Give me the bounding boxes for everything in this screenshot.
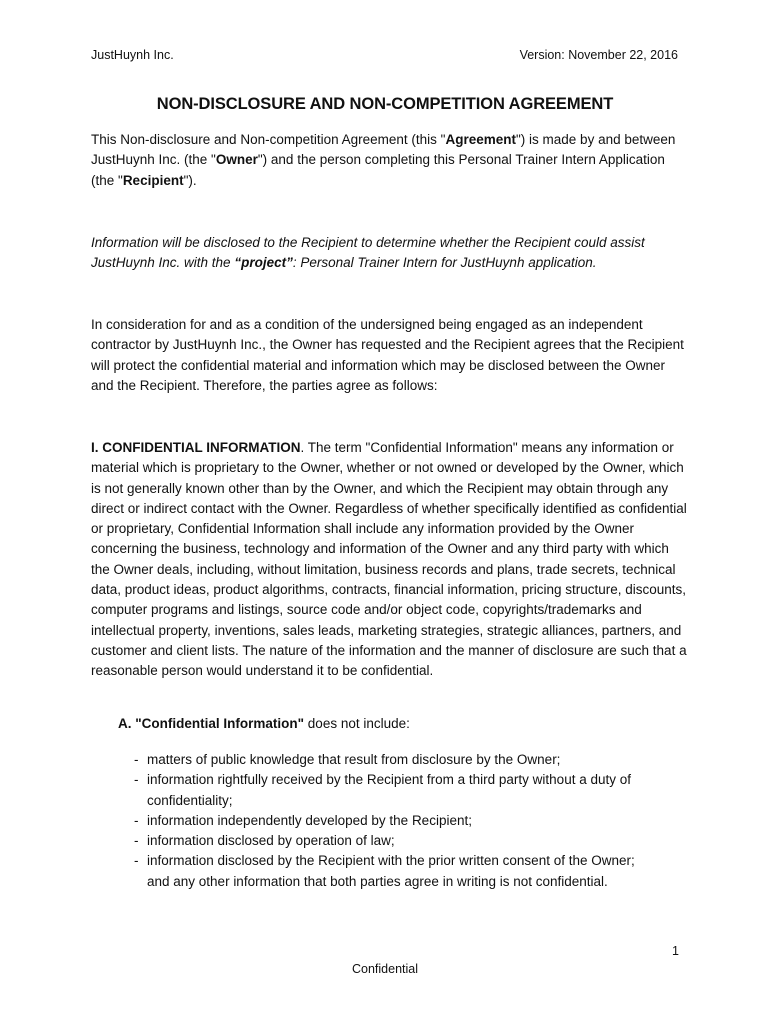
section-heading: I. CONFIDENTIAL INFORMATION [91,440,301,455]
dash-bullet: - [134,833,139,849]
list-item: - matters of public knowledge that result from disclosure by the Owner; [131,750,691,770]
info-text-1: Information will be disclosed to the Recipient to determine whether the Recipient could assist JustHuynh Inc. with the [91,235,645,271]
subsection-a-text: does not include: [304,716,410,731]
footer-confidential: Confidential [351,962,418,976]
header-version: Version: November 22, 2016 [519,48,678,62]
defined-term-owner: Owner [215,152,258,168]
intro-text-2: ") is made by and between JustHuynh Inc. (the " [91,132,676,168]
dash-bullet: - [134,812,139,828]
dash-bullet: - [134,853,139,869]
list-item: - information disclosed by the Recipient with the prior written consent of the Owner; [131,851,691,871]
intro-text-1: This Non-disclosure and Non-competition Agreement (this " [91,132,446,147]
document-title: NON-DISCLOSURE AND NON-COMPETITION AGREEMENT [156,95,614,113]
defined-term-agreement: Agreement [445,132,516,147]
consideration-paragraph: In consideration for and as a condition of the undersigned being engaged as an independent contractor by JustHuynh Inc., the Owner has requested and the Recipient agrees that the Recipient will protect the confidential material and information which may be disclosed between the Owner and the Recipient. Therefore, the parties agree as follows: [91,317,684,393]
info-text-2: : Personal Trainer Intern for JustHuynh application. [292,255,597,271]
intro-text-3: ") and the person completing this Personal Trainer Intern Application (the " [91,152,665,188]
dash-bullet: - [134,752,139,767]
project-term: “project” [234,255,293,271]
confidential-information-section [91,438,691,682]
exclusions-tail: and any other information that both parties agree in writing is not confidential. [147,873,608,889]
dash-bullet: - [134,772,139,788]
defined-term-recipient: Recipient [122,172,184,188]
page-number: 1 [672,944,679,958]
exclusions-list [131,750,691,892]
list-item: - information independently developed by the Recipient; [131,811,691,831]
intro-text-4: "). [183,172,197,188]
list-item: - information disclosed by operation of law; [131,831,691,851]
subsection-a-heading: A. "Confidential Information" [118,716,305,731]
subsection-a [118,714,678,734]
info-paragraph [91,233,691,274]
list-item: - information rightfully received by the Recipient from a third party without a duty of confidentiality; [134,772,631,808]
intro-paragraph [91,130,691,191]
section-body: . The term "Confidential Information" means any information or material which is proprietary to the Owner, whether or not owned or developed by the Owner, which is not generally known other than by the Owner, and which the Recipient may obtain through any direct or indirect contact with the Owner. Regardless of whether specifically identified as confidential or proprietary, Confidential Information shall include any information provided by the Owner concerning the business, technology and information of the Owner and any third party with which the Owner deals, including, without limitation, business records and plans, trade secrets, technical data, product ideas, product algorithms, contracts, financial information, pricing structure, discounts, computer programs and listings, source code and/or object code, copyrights/trademarks and intellectual property, inventions, sales leads, marketing strategies, strategic alliances, partners, and customer and client lists. The nature of the information and the manner of disclosure are such that a reasonable person would understand it to be confidential. [91,440,687,679]
header-company: JustHuynh Inc. [91,48,174,62]
